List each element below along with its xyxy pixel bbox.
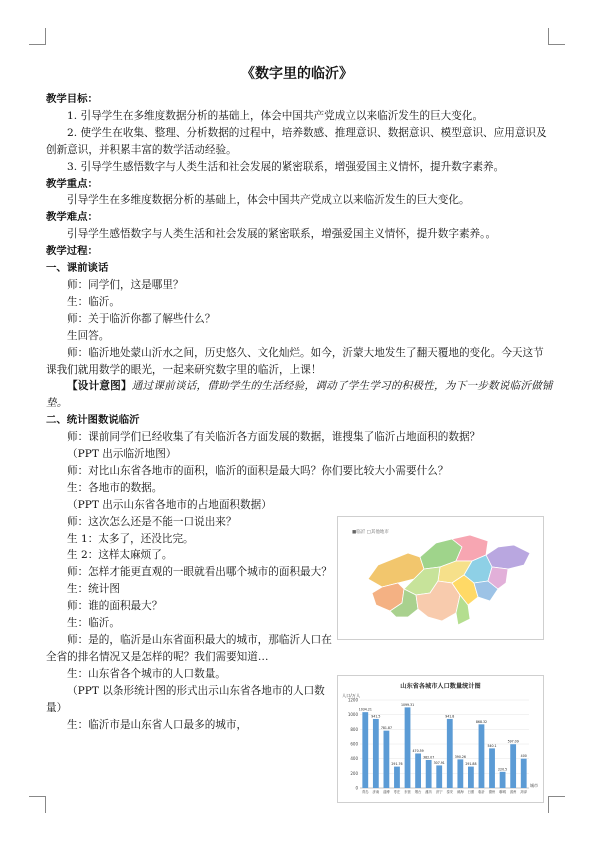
bar-value-label: 540.1 xyxy=(487,743,497,748)
shandong-map-figure xyxy=(337,516,544,640)
x-tick-label: 滨州 xyxy=(509,790,517,794)
dialogue-line: 师：对比山东省各地市的面积，临沂的面积是最大吗？你们要比较大小需要什么？ xyxy=(67,464,449,477)
bar xyxy=(479,724,485,788)
dialogue-line: （PPT 出示临沂地图） xyxy=(67,448,177,461)
x-tick-label: 东营 xyxy=(404,790,411,794)
y-tick-label: 400 xyxy=(350,756,358,762)
dialogue-line: 生 2：这样太麻烦了。 xyxy=(67,549,173,562)
x-tick-label: 枣庄 xyxy=(393,790,401,794)
x-tick-label: 济宁 xyxy=(435,790,443,794)
bar-value-label: 941.5 xyxy=(371,714,381,719)
dialogue-line: 师：怎样才能更直观的一眼就看出哪个城市的面积最大？ xyxy=(67,566,332,579)
bar-value-label: 382.07 xyxy=(423,755,435,760)
process-heading: 教学过程： xyxy=(46,245,98,258)
shandong-map-image xyxy=(338,517,543,639)
map-region xyxy=(486,545,530,569)
dialogue-line: 师：谁的面积最大？ xyxy=(67,600,163,613)
dialogue-line: 生：临沂市是山东省人口最多的城市， xyxy=(67,718,248,731)
chart-canvas xyxy=(338,676,543,802)
bar-value-label: 781.87 xyxy=(380,726,392,731)
goal-1: 1. 引导学生在多维度数据分析的基础上，体会中国共产党成立以来临沂发生的巨大变化。 xyxy=(67,109,484,122)
bar-value-label: 941.8 xyxy=(445,714,455,719)
y-axis-label: 人口/万人 xyxy=(342,693,361,698)
dialogue-line: 生：山东省各个城市的人口数量。 xyxy=(67,667,226,680)
dialogue-line: （PPT 以条形统计图的形式出示山东省各地市的人口数量） xyxy=(46,684,325,714)
dialogue-line: 师：这次怎么还是不能一口说出来？ xyxy=(67,515,237,528)
bar xyxy=(447,719,453,788)
goal-2: 2. 使学生在收集、整理、分析数据的过程中，培养数感、推理意识、数据意识、模型意识、应用意识及创新意识，并积累丰富的数学活动经验。 xyxy=(46,126,547,156)
bar-value-label: 291.76 xyxy=(391,762,403,767)
crop-mark-bottom-right xyxy=(548,796,565,813)
x-tick-label: 日照 xyxy=(467,790,475,794)
x-tick-label: 泰安 xyxy=(446,790,454,794)
bar xyxy=(489,748,495,788)
bar xyxy=(457,759,463,788)
dialogue-line: 生 1：太多了，还没比完。 xyxy=(67,532,194,545)
bar xyxy=(415,753,421,788)
bar xyxy=(521,759,527,788)
bar-value-label: 390.26 xyxy=(454,754,466,759)
dialogue-line: 师：临沂地处蒙山沂水之间，历史悠久、文化灿烂。如今，沂蒙大地发生了翻天覆地的变化。今天这节课我们就用数学的眼光，一起来研究数字里的临沂，上课！ xyxy=(46,346,544,376)
x-tick-label: 淄博 xyxy=(383,790,390,794)
dialogue-line: 师：关于临沂你都了解些什么？ xyxy=(67,312,216,325)
y-tick-label: 0 xyxy=(355,785,358,791)
bar xyxy=(426,760,432,788)
bar xyxy=(405,707,411,788)
population-bar-chart xyxy=(337,675,544,803)
x-tick-label: 烟台 xyxy=(414,790,422,794)
dialogue-line: （PPT 出示山东省各地市的占地面积数据） xyxy=(67,498,272,511)
dialogue-line: 生：统计图 xyxy=(67,583,120,596)
chart-title: 山东省各城市人口数量统计图 xyxy=(400,683,481,690)
y-tick-label: 1000 xyxy=(347,712,358,718)
design-intent-tag: 【设计意图】 xyxy=(67,380,132,393)
x-tick-label: 青岛 xyxy=(361,790,369,794)
design-intent xyxy=(46,378,554,412)
bar-value-label: 307.91 xyxy=(433,760,445,765)
crop-mark-bottom-left xyxy=(29,796,46,813)
y-tick-label: 600 xyxy=(350,741,358,747)
bar-value-label: 291.88 xyxy=(465,762,477,767)
part-1-heading: 一、课前谈话 xyxy=(46,262,109,275)
x-tick-label: 威海 xyxy=(457,790,464,794)
bar xyxy=(468,767,474,788)
y-tick-label: 800 xyxy=(350,726,358,732)
crop-mark-top-right xyxy=(548,28,565,45)
dialogue-line: 生：临沂。 xyxy=(67,617,120,630)
bar-value-label: 1099.31 xyxy=(400,702,415,707)
dialogue-line: 生：各地市的数据。 xyxy=(67,481,163,494)
x-tick-label: 临沂 xyxy=(478,790,485,794)
design-intent-text: 通过课前谈话，借助学生的生活经验，调动了学生学习的积极性，为下一步数说临沂做铺垫。 xyxy=(46,380,553,410)
bar xyxy=(500,772,506,788)
key-points-text: 引导学生在多维度数据分析的基础上，体会中国共产党成立以来临沂发生的巨大变化。 xyxy=(67,194,470,207)
document-title: 《数字里的临沂》 xyxy=(241,66,353,82)
x-tick-label: 潍坊 xyxy=(425,790,432,794)
bar xyxy=(510,744,516,788)
key-points-heading: 教学重点： xyxy=(46,177,98,190)
bar xyxy=(394,767,400,788)
bar xyxy=(384,731,390,788)
x-tick-label: 德州 xyxy=(488,790,496,794)
bar-value-label: 1034.21 xyxy=(358,707,372,712)
difficulties-text: 引导学生感悟数字与人类生活和社会发展的紧密联系，增强爱国主义情怀，提升数字素养。。 xyxy=(67,228,497,241)
x-tick-label: 聊城 xyxy=(499,790,506,794)
goals-heading: 教学目标： xyxy=(46,93,98,105)
dialogue-line: 师：同学们，这是哪里？ xyxy=(67,278,184,291)
crop-mark-top-left xyxy=(29,28,46,45)
x-tick-label: 菏泽 xyxy=(520,790,528,794)
difficulties-heading: 教学难点： xyxy=(46,211,98,224)
bar-value-label: 400 xyxy=(520,754,527,759)
bar-value-label: 868.32 xyxy=(475,719,488,724)
y-tick-label: 200 xyxy=(350,770,358,776)
bar xyxy=(436,765,442,788)
bar-value-label: 470.59 xyxy=(412,748,424,753)
bar-value-label: 220.5 xyxy=(498,767,508,772)
x-tick-label: 济南 xyxy=(372,790,380,794)
bar xyxy=(373,719,379,788)
dialogue-line: 生回答。 xyxy=(67,329,110,342)
dialogue-line: 生：临沂。 xyxy=(67,295,120,308)
bar-value-label: 597.09 xyxy=(507,739,519,744)
goal-3: 3. 引导学生感悟数字与人类生活和社会发展的紧密联系，增强爱国主义情怀，提升数字素养。 xyxy=(67,160,505,173)
y-tick-label: 1200 xyxy=(347,697,358,703)
part-2-heading: 二、统计图数说临沂 xyxy=(46,414,140,427)
dialogue-line: 师：是的，临沂是山东省面积最大的城市，那临沂人口在全省的排名情况又是怎样的呢？我们需要知道… xyxy=(46,634,332,663)
dialogue-line: 师：课前同学们已经收集了有关临沂各方面发展的数据，谁搜集了临沂占地面积的数据？ xyxy=(67,431,481,444)
map-legend: ■临沂 □其他地市 xyxy=(352,530,389,535)
x-axis-label: 城市 xyxy=(530,783,538,788)
bar xyxy=(362,712,368,788)
